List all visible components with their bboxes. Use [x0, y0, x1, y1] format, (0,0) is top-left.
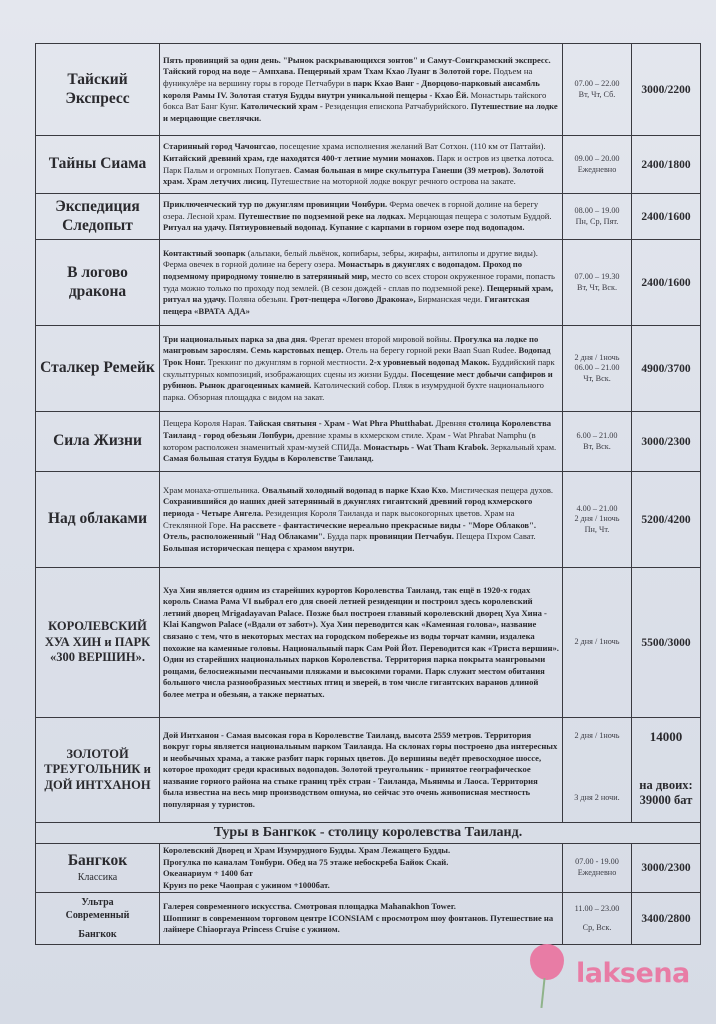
- tour-description: [160, 326, 563, 412]
- description-segment: Пещера Короля Нарая.: [163, 418, 249, 429]
- tour-row: [36, 194, 701, 240]
- description-segment: Храм монаха-отшельника.: [163, 484, 262, 495]
- description-segment: Парк и остров из цветка лотоса. Парк Пальм и огромных Попугаев.: [163, 152, 554, 175]
- tour-description: [160, 844, 563, 893]
- description-line: Галерея современного искусства. Смотровая площадка Mahanakhon Tower.: [163, 901, 456, 912]
- schedule-top: 2 дня / 1ночь: [574, 731, 620, 740]
- description-segment: столица Королевства Таиланд - город обезьян Лопбури,: [163, 418, 552, 440]
- bangkok-tour-row: [36, 844, 701, 893]
- tour-price: 3000/2300: [632, 844, 701, 893]
- schedule-split: [566, 719, 628, 818]
- description-segment: Поляна обезьян.: [226, 294, 291, 305]
- schedule-line: Вт, Вск.: [583, 441, 611, 451]
- schedule-line: Вт, Чт, Сб.: [578, 89, 616, 99]
- tour-name: [36, 844, 160, 893]
- description-segment: Зеркальный храм.: [488, 441, 557, 452]
- tour-row: [36, 136, 701, 194]
- description-line: Королевский Дворец и Храм Изумрудного Будды. Храм Лежащего Будды.: [163, 845, 451, 855]
- description-segment: Монастырь в джунглях с водопадом. Проход по подземному природному тоннелю в затерянный мир,: [163, 259, 523, 281]
- tour-schedule: [563, 844, 632, 893]
- schedule-line: Ежедневно: [577, 868, 617, 878]
- tour-description: [160, 44, 563, 136]
- description-segment: Будда парк: [324, 531, 370, 542]
- tour-schedule: [563, 718, 632, 823]
- description-segment: древние храмы в кхмерском стиле. Храм - Wat Phrabat Namphu (в котором расположен знаменитый храм-музей СПИДа.: [163, 429, 536, 452]
- description-segment: Большая историческая пещера с храмом внутри.: [163, 542, 355, 553]
- tour-name: [36, 893, 160, 945]
- schedule-bottom: 3 дня 2 ночи.: [574, 793, 620, 803]
- description-line: Океанариум + 1400 бат: [163, 868, 253, 879]
- tour-name: Сталкер Ремейк: [36, 326, 160, 412]
- schedule-line: 4.00 – 21.00: [576, 503, 618, 513]
- tour-name-line: Современный: [65, 910, 130, 922]
- tour-description: [160, 718, 563, 823]
- schedule-line: 2 дня / 1ночь: [574, 637, 620, 647]
- description-segment: Монастырь - Wat Tham Krabok.: [363, 441, 489, 452]
- description-segment: Путешествие на лодке и мерцающие светлячки.: [163, 101, 558, 123]
- description-segment: (альпаки, белый львёнок, копибары, зебры, жирафы, антилопы и другие виды). Ферма овечек в горной долине на берегу озера.: [163, 247, 538, 270]
- tour-name: Сила Жизни: [36, 412, 160, 472]
- description-segment: Отель на берегу горной реки Baan Suan Rudee.: [343, 345, 519, 356]
- description-segment: Резиденция епископа Ратчабурийского.: [322, 101, 471, 112]
- description-segment: Приключенческий тур по джунглям провинции Чонбури.: [163, 199, 388, 210]
- description-segment: парк Кхао Ванг - Дворцово-парковый ансамбль короля Рамы IV. Золотая статуя Будды внутри уникальной пещеры - Кхао Ёй.: [163, 77, 540, 100]
- tour-price: 2400/1600: [632, 240, 701, 326]
- schedule-line: 2 дня / 1ночь: [574, 514, 620, 524]
- tour-description: [160, 893, 563, 945]
- description-line: Круиз по реке Чаопрая с ужином +1000бат.: [163, 879, 330, 890]
- tour-price: 5500/3000: [632, 568, 701, 718]
- description-segment: Овальный холодный водопад в парке Кхао Кхо.: [261, 484, 449, 495]
- schedule-line: Вт, Чт, Вск.: [576, 282, 617, 292]
- tour-name-line: Ультра: [81, 897, 114, 909]
- schedule-line: Ср, Вск.: [582, 922, 612, 932]
- description-segment: Дой Интханон - Самая высокая гора в Королевстве Таиланд, высота 2559 метров. Территория вокруг горы является национальным парком Таиланда. На склонах горы построено два интересных и необычных храма, а также разбит парк горных цветов. До вершины ведёт превосходное шоссе, которое проходит среди красивых водопадов. Золотой треугольник - принятое географическое название горного района на стыке границ трёх стран - Таиланда, Мьянмы и Лаоса. Территория была известна на весь мир производством опиума, но сейчас это очень живописная местность популярная у туристов.: [163, 729, 558, 809]
- bangkok-tour-row: [36, 893, 701, 945]
- description-segment: Три национальных парка за два дня.: [163, 333, 308, 344]
- tour-price: 2400/1800: [632, 136, 701, 194]
- tour-row: [36, 412, 701, 472]
- description-segment: Ритуал на удачу. Пятиуровневый водопад. Купание с карпами в горном озере под водопадом.: [163, 222, 525, 233]
- description-segment: Прогулка на лодке по мангровым зарослям. Семь карстовых пещер.: [163, 333, 539, 356]
- schedule-line: 06.00 – 21.00: [574, 363, 620, 373]
- description-segment: Мерцающая пещера с золотым Буддой.: [405, 210, 552, 221]
- description-segment: Монастырь тайского бокса Ват Банг Кунг.: [163, 89, 547, 112]
- description-segment: Католический собор. Пляж в изумрудной бухте национального парка. Обзорная площадка с видом на закат.: [163, 380, 544, 402]
- tour-row: [36, 240, 701, 326]
- description-segment: Китайский древний храм, где находятся 400-т летние мумии монахов.: [163, 152, 435, 163]
- description-segment: Грот-пещера «Логово Дракона»,: [290, 294, 416, 305]
- description-segment: Посещение мест добычи сапфиров и рубинов. Рынок драгоценных камней.: [163, 368, 553, 391]
- tour-price: 2400/1600: [632, 194, 701, 240]
- tour-name: ЗОЛОТОЙ ТРЕУГОЛЬНИК и ДОЙ ИНТХАНОН: [36, 718, 160, 823]
- schedule-line: 08.00 – 19.00: [574, 205, 620, 215]
- description-segment: Самая большая статуя Будды в Королевстве Таиланд.: [163, 453, 374, 464]
- schedule-line: 09.00 – 20.00: [574, 153, 620, 163]
- description-segment: Пять провинций за один день. "Рынок раскрывающихся зонтов" и Самут-Сонгкрамский экспресс. Тайский город на воде – Ампхава. Пещерный храм Тхам Кхао Луанг в Золотой горе.: [163, 54, 551, 77]
- description-segment: Пещерный храм, ритуал на удачу.: [163, 282, 554, 305]
- description-segment: Тайская святыня - Храм - Wat Phra Phutthabat.: [248, 418, 434, 429]
- tour-row: [36, 326, 701, 412]
- description-segment: Мистическая пещера духов.: [448, 484, 554, 495]
- tour-row: [36, 472, 701, 568]
- tour-schedule: [563, 194, 632, 240]
- description-segment: Гигантская пещера «ВРАТА АДА»: [163, 294, 530, 316]
- description-segment: Фрегат времен второй мировой войны.: [307, 333, 454, 344]
- tour-schedule: [563, 568, 632, 718]
- tour-name: Тайны Сиама: [36, 136, 160, 194]
- description-line: Шоппинг в современном торговом центре ICONSIAM с просмотром шоу фонтанов. Путешествие на лайнере Chiaopraya Princess Cruise с ужином.: [163, 912, 554, 935]
- description-segment: Бирманская чеди.: [415, 294, 485, 305]
- description-segment: Самая большая в мире скульптура Ганеши (39 метров). Золотой храм. Храм летучих лисиц.: [163, 164, 544, 187]
- tour-description: [160, 568, 563, 718]
- laksena-logo: [528, 944, 690, 1014]
- description-segment: Буддийский парк скульптурных композиций, изображающих сцены из жизни Будды.: [163, 356, 555, 379]
- tulip-stem-icon: [540, 978, 545, 1008]
- tours-body: [36, 44, 701, 945]
- tour-price: 3000/2300: [632, 412, 701, 472]
- tour-description: [160, 136, 563, 194]
- price-bottom: на двоих: 39000 бат: [639, 778, 693, 807]
- description-segment: Хуа Хин является одним из старейших курортов Королевства Таиланд, так ещё в 1920-х годах король Сиама Рама VI выбрал его для своей летней резиденции и построил здесь королевский летний дворец Mrigadayavan Palace. Позже был построен главный королевский дворец Хуа Хина - Klai Kangwon Palace («Вдали от забот»). Хуа Хин переводится как «Каменная голова», название связано с тем, что в некоторых местах на городском побережье из воды торчат камни, издалека похожие на каменные головы. Национальный парк Сам Рой Йот. Переводится как «Триста вершин». Один из старейших национальных парков Королевства. Территория парка покрыта мангровыми рощами, белоснежными песчаными пляжами и высокими горами. Парк служит местом обитания большого числа разнообразных местных птиц и зверей, в том числе гигантских варанов длиной более метра и обезьян, а также пернатых.: [163, 584, 559, 699]
- tour-schedule: [563, 326, 632, 412]
- tour-price: [632, 718, 701, 823]
- schedule-line: 07.00 - 19.00: [575, 857, 619, 867]
- description-segment: 2-х уровневый водопад Макок.: [369, 356, 490, 367]
- tour-description: [160, 240, 563, 326]
- section-header-row: [36, 823, 701, 844]
- tour-row: [36, 718, 701, 823]
- tour-description: [160, 472, 563, 568]
- description-segment: Сохранившийся до наших дней затерянный в джунглях гигантский древний город кхмерского периода - Четыре Ангела.: [163, 496, 533, 518]
- price-split: [635, 719, 697, 818]
- tour-name: КОРОЛЕВСКИЙ ХУА ХИН и ПАРК «300 ВЕРШИН».: [36, 568, 160, 718]
- description-segment: Древняя: [433, 418, 469, 429]
- logo-text: laksena: [576, 958, 690, 989]
- tour-description: [160, 412, 563, 472]
- tour-price: 3000/2200: [632, 44, 701, 136]
- description-segment: Старинный город Чачонгсао: [163, 141, 276, 152]
- tour-price: 5200/4200: [632, 472, 701, 568]
- schedule-line: Пн, Чт.: [584, 524, 610, 534]
- tour-name-subtitle: Классика: [77, 872, 118, 884]
- tour-name: Экспедиция Следопыт: [36, 194, 160, 240]
- tours-price-table: [35, 43, 701, 945]
- description-segment: Подъем на фуникулёре на вершину горы в городе Петчабури в: [163, 66, 533, 88]
- schedule-line: 6.00 – 21.00: [576, 430, 618, 440]
- description-segment: Треккинг по джунглям в горной местности.: [205, 356, 370, 367]
- schedule-line: 07.00 – 19.30: [574, 271, 620, 281]
- description-segment: провинции Петчабун.: [369, 531, 454, 542]
- description-segment: Водопад Трок Нонг.: [163, 345, 551, 367]
- description-segment: На рассвете - фантастические нереально прекрасные виды - "Море Облаков". Отель, расположенный "Над Облаками".: [163, 519, 536, 542]
- schedule-line: Ежедневно: [577, 164, 617, 174]
- price-top: 14000: [649, 729, 683, 744]
- schedule-line: Пн, Ср, Пят.: [575, 216, 619, 226]
- tour-description: [160, 194, 563, 240]
- description-segment: Пещера Пхром Сават.: [453, 531, 536, 542]
- section-header: Туры в Бангкок - столицу королевства Таиланд.: [36, 823, 701, 844]
- description-segment: Резиденция Короля Таиланда и парк высокогорных цветов. Храм на Стеклянной Горе.: [163, 507, 515, 530]
- description-segment: место со всех сторон окруженное горами, попасть туда можно только по проходу под землей. (В сезон дождей - сплав по подземной реке).: [163, 270, 555, 293]
- description-segment: Путешествие по подземной реке на лодках.: [238, 210, 406, 221]
- tour-name: Над облаками: [36, 472, 160, 568]
- description-segment: Контактный зоопарк: [163, 247, 246, 258]
- tour-row: [36, 44, 701, 136]
- tour-schedule: [563, 412, 632, 472]
- description-segment: , посещение храма исполнения желаний Ват Сотхон. (110 км от Паттайи).: [275, 141, 546, 152]
- schedule-line: 11.00 – 23.00: [574, 903, 620, 913]
- tour-name-line: Бангкок: [78, 929, 117, 941]
- tour-price: 3400/2800: [632, 893, 701, 945]
- schedule-line: Чт, Вск.: [583, 373, 611, 383]
- tour-price: 4900/3700: [632, 326, 701, 412]
- tour-schedule: [563, 472, 632, 568]
- description-segment: Католический храм -: [240, 101, 323, 112]
- tour-schedule: [563, 240, 632, 326]
- tour-schedule: [563, 893, 632, 945]
- schedule-line: 2 дня / 1ночь: [574, 352, 620, 362]
- tulip-icon: [530, 944, 564, 980]
- tour-name: В логово дракона: [36, 240, 160, 326]
- tour-schedule: [563, 136, 632, 194]
- description-segment: Путешествие на моторной лодке вокруг речного острова на закате.: [268, 176, 516, 187]
- description-line: Прогулка по каналам Тонбури. Обед на 75 этаже небоскреба Байок Скай.: [163, 856, 449, 867]
- tour-name-main: Бангкок: [67, 851, 128, 869]
- tour-schedule: [563, 44, 632, 136]
- tour-row: [36, 568, 701, 718]
- tour-name: Тайский Экспресс: [36, 44, 160, 136]
- description-segment: Ферма овечек в горной долине на берегу озера. Лесной храм.: [163, 199, 539, 221]
- schedule-line: 07.00 – 22.00: [574, 78, 620, 88]
